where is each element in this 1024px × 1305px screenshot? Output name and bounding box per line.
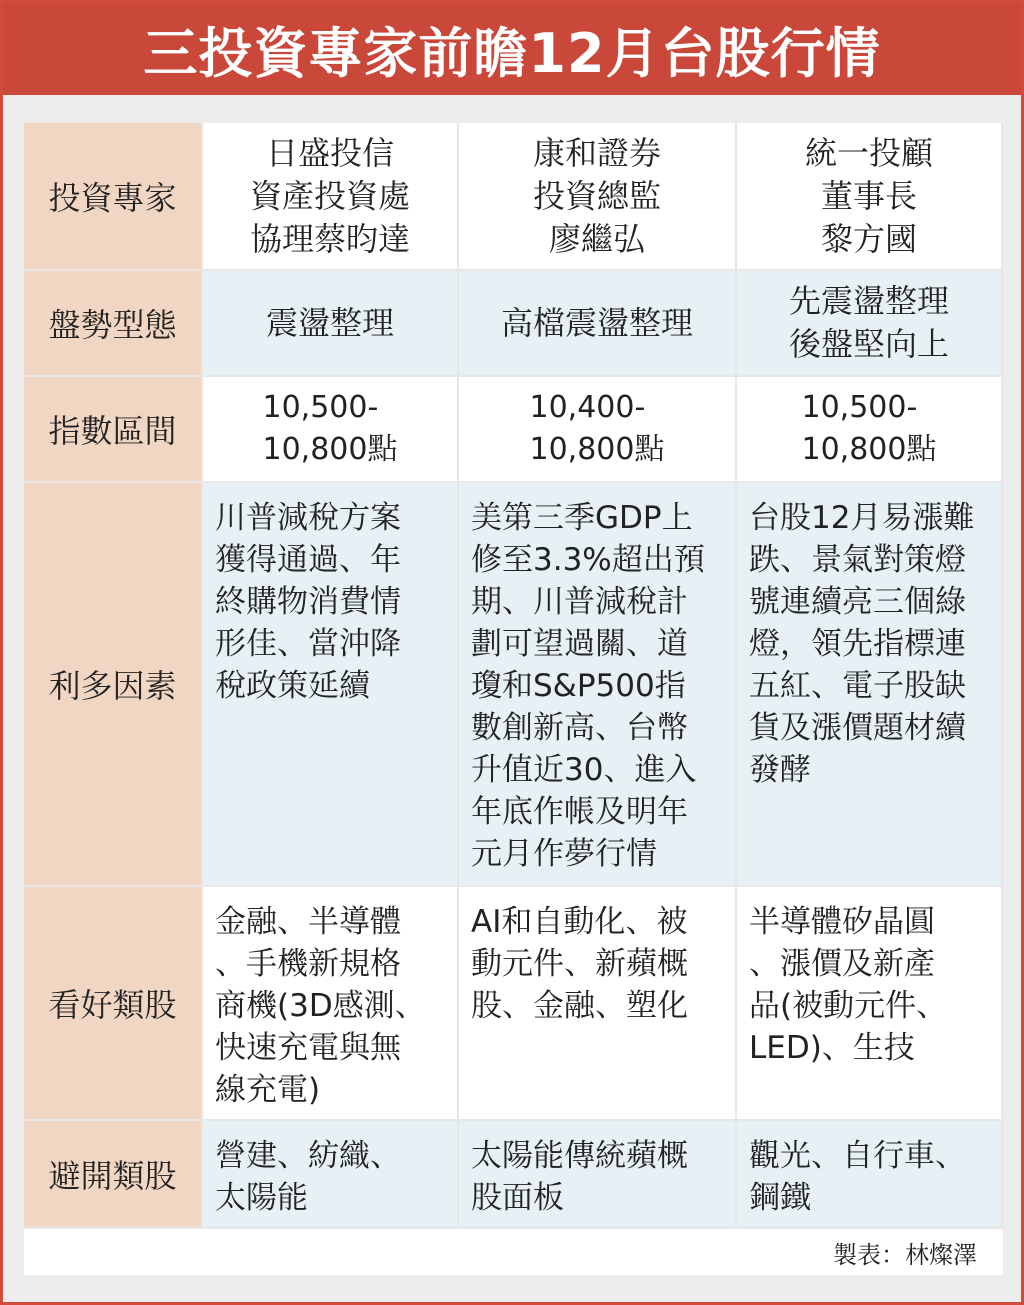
bullish-factors-3: 台股12月易漲難 跌、景氣對策燈 號連續亮三個綠 燈，領先指標連 五紅、電子股缺 貨及漲價題材續 發酵 [737,483,1003,887]
expert-name-2: 康和證券 投資總監 廖繼弘 [459,123,737,271]
market-pattern-2: 高檔震盪整理 [459,271,737,377]
comparison-table [24,123,1003,1229]
row-label-market-pattern: 盤勢型態 [24,271,203,377]
favored-sectors-3: 半導體矽晶圓 、漲價及新產 品(被動元件、 LED)、生技 [737,887,1003,1121]
title-bar [3,3,1021,95]
favored-sectors-1: 金融、半導體 、手機新規格 商機(3D感測、 快速充電與無 線充電) [203,887,459,1121]
row-label-bullish-factors: 利多因素 [24,483,203,887]
index-range-1: 10,500- 10,800點 [203,377,459,483]
page-title: 三投資專家前瞻12月台股行情 [143,21,881,85]
expert-name-1: 日盛投信 資產投資處 協理蔡昀達 [203,123,459,271]
footer [24,1229,1003,1275]
avoid-sectors-1: 營建、紡織、 太陽能 [203,1121,459,1229]
bullish-factors-1: 川普減稅方案 獲得通過、年 終購物消費情 形佳、當沖降 稅政策延續 [203,483,459,887]
index-range-2: 10,400- 10,800點 [459,377,737,483]
market-pattern-1: 震盪整理 [203,271,459,377]
row-label-experts: 投資專家 [24,123,203,271]
avoid-sectors-2: 太陽能傳統蘋概 股面板 [459,1121,737,1229]
avoid-sectors-3: 觀光、自行車、 鋼鐵 [737,1121,1003,1229]
market-pattern-3: 先震盪整理 後盤堅向上 [737,271,1003,377]
credit-text: 製表：林燦澤 [833,1240,977,1269]
row-label-favored-sectors: 看好類股 [24,887,203,1121]
index-range-3: 10,500- 10,800點 [737,377,1003,483]
expert-name-3: 統一投顧 董事長 黎方國 [737,123,1003,271]
favored-sectors-2: AI和自動化、被 動元件、新蘋概 股、金融、塑化 [459,887,737,1121]
row-label-index-range: 指數區間 [24,377,203,483]
bullish-factors-2: 美第三季GDP上 修至3.3%超出預 期、川普減稅計 劃可望過關、道 瓊和S&P500指 數創新高、台幣 升值近30、進入 年底作帳及明年 元月作夢行情 [459,483,737,887]
row-label-avoid-sectors: 避開類股 [24,1121,203,1229]
